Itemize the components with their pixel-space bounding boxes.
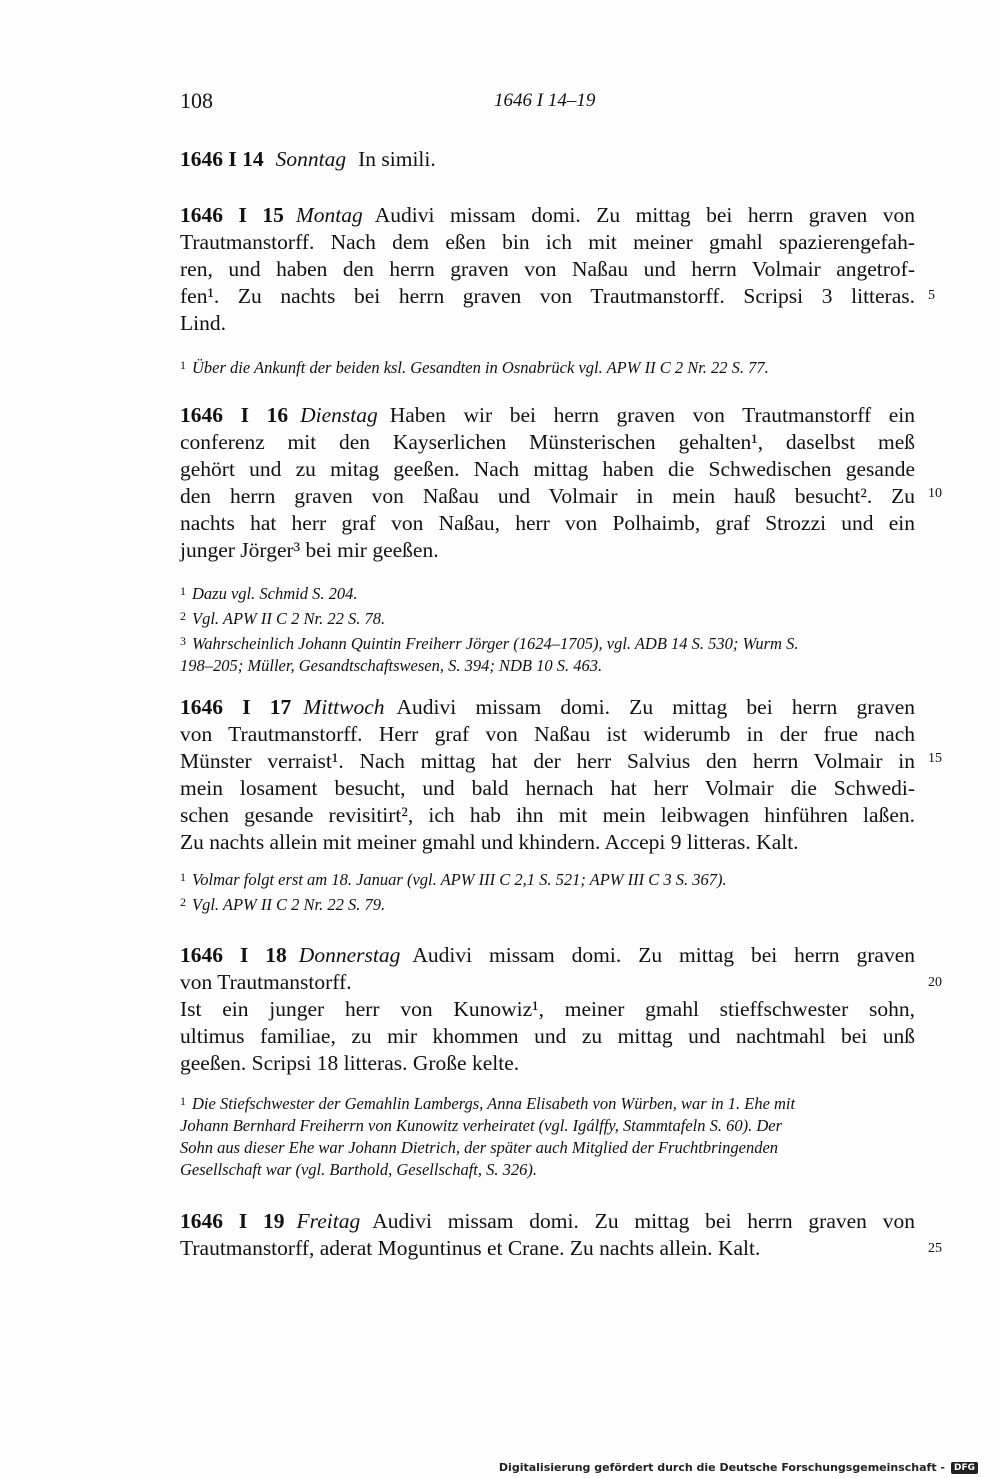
- running-head: 1646 I 14–19: [494, 90, 596, 111]
- entry-line: Trautmanstorff. Nach dem eßen bin ich mit meiner gmahl spazierengefah-: [180, 230, 915, 254]
- entry-line: ultimus familiae, zu mir khommen und zu mittag und nachtmahl bei unß: [180, 1024, 915, 1048]
- footnote: 198–205; Müller, Gesandtschaftswesen, S. 394; NDB 10 S. 463.: [180, 656, 603, 675]
- footnote: $^3$ Wahrscheinlich Johann Quintin Freiherr Jörger (1624–1705), vgl. ADB 14 S. 530; Wurm S.: [180, 634, 799, 653]
- entry-day: Freitag: [296, 1209, 361, 1233]
- footnote: $^1$ Über die Ankunft der beiden ksl. Gesandten in Osnabrück vgl. APW II C 2 Nr. 22 S. 77.: [180, 358, 769, 377]
- entry-line: von Trautmanstorff.: [180, 970, 352, 994]
- footnotes: [180, 1090, 915, 1181]
- footnote: Sohn aus dieser Ehe war Johann Dietrich, der später auch Mitglied der Fruchtbringenden: [180, 1138, 779, 1157]
- diary-entry: [180, 146, 915, 173]
- footnote: Gesellschaft war (vgl. Barthold, Gesellschaft, S. 326).: [180, 1160, 537, 1179]
- entry-line: Münster verraist¹. Nach mittag hat der herr Salvius den herrn Volmair in: [180, 749, 915, 773]
- entry-text: Audivi missam domi. Zu mittag bei herrn graven: [412, 943, 915, 967]
- entry-date: 1646 I 16: [180, 403, 289, 427]
- diary-entry: [180, 694, 915, 856]
- entry-line: [180, 202, 915, 229]
- diary-entry: [180, 1208, 915, 1262]
- entry-line: [180, 146, 915, 173]
- entry-line: geeßen. Scripsi 18 litteras. Große kelte.: [180, 1051, 520, 1075]
- entry-day: Donnerstag: [298, 943, 401, 967]
- footnote: $^1$ Die Stiefschwester der Gemahlin Lambergs, Anna Elisabeth von Würben, war in 1. Ehe mit: [180, 1094, 796, 1113]
- entry-line: Trautmanstorff, aderat Moguntinus et Crane. Zu nachts allein. Kalt.: [180, 1236, 761, 1260]
- entry-date: 1646 I 17: [180, 695, 292, 719]
- diary-entry: [180, 942, 915, 1077]
- digitization-footer: [499, 1461, 978, 1474]
- entry-day: Montag: [295, 203, 363, 227]
- footnote: $^1$ Volmar folgt erst am 18. Januar (vgl. APW III C 2,1 S. 521; APW III C 3 S. 367).: [180, 870, 727, 889]
- entry-date: 1646 I 18: [180, 943, 287, 967]
- diary-entry: [180, 402, 915, 564]
- page-number: 108: [180, 88, 213, 113]
- entry-line: conferenz mit den Kayserlichen Münsterischen gehalten¹, daselbst meß: [180, 430, 915, 454]
- line-number: 5: [928, 288, 935, 303]
- entry-date: 1646 I 14: [180, 147, 264, 171]
- diary-entry: [180, 202, 915, 337]
- entry-line: schen gesande revisitirt², ich hab ihn mit mein leibwagen hinführen laßen.: [180, 803, 915, 827]
- entry-text: Audivi missam domi. Zu mittag bei herrn graven: [396, 695, 915, 719]
- entry-date: 1646 I 15: [180, 203, 284, 227]
- entry-line: [180, 694, 915, 721]
- entry-line: ren, und haben den herrn graven von Naßau und herrn Volmair angetrof-: [180, 257, 915, 281]
- entry-line: fen¹. Zu nachts bei herrn graven von Trautmanstorff. Scripsi 3 litteras.: [180, 284, 915, 308]
- entry-line: junger Jörger³ bei mir geeßen.: [180, 538, 439, 562]
- dfg-logo: DFG: [951, 1462, 978, 1474]
- entry-line: Ist ein junger herr von Kunowiz¹, meiner gmahl stieffschwester sohn,: [180, 997, 915, 1021]
- entry-line: den herrn graven von Naßau und Volmair in mein hauß besucht². Zu: [180, 484, 915, 508]
- entry-line: mein losament besucht, und bald hernach hat herr Volmair die Schwedi-: [180, 776, 915, 800]
- entry-date: 1646 I 19: [180, 1209, 285, 1233]
- entry-line: [180, 1208, 915, 1235]
- footnote: $^2$ Vgl. APW II C 2 Nr. 22 S. 78.: [180, 609, 386, 628]
- line-number: 20: [928, 975, 942, 990]
- entry-text: Haben wir bei herrn graven von Trautmanstorff ein: [389, 403, 915, 427]
- line-number: 10: [928, 486, 942, 501]
- footer-text: Digitalisierung gefördert durch die Deutsche Forschungsgemeinschaft -: [498, 1461, 945, 1474]
- footnote: $^2$ Vgl. APW II C 2 Nr. 22 S. 79.: [180, 895, 386, 914]
- entry-line: nachts hat herr graf von Naßau, herr von Polhaimb, graf Strozzi und ein: [180, 511, 915, 535]
- entry-day: Dienstag: [300, 403, 378, 427]
- entry-line: Lind.: [180, 311, 226, 335]
- footnotes: [180, 580, 915, 677]
- footnote: Johann Bernhard Freiherrn von Kunowitz verheiratet (vgl. Igálffy, Stammtafeln S. 60). Der: [180, 1116, 783, 1135]
- entry-text: Audivi missam domi. Zu mittag bei herrn graven von: [374, 203, 916, 227]
- entry-text: Audivi missam domi. Zu mittag bei herrn graven von: [372, 1209, 915, 1233]
- entry-line: gehört und zu mitag geeßen. Nach mittag haben die Schwedischen gesande: [180, 457, 915, 481]
- entry-day: Sonntag: [275, 147, 347, 171]
- entry-line: von Trautmanstorff. Herr graf von Naßau ist widerumb in der frue nach: [180, 722, 915, 746]
- line-number: 25: [928, 1241, 942, 1256]
- line-number: 15: [928, 751, 942, 766]
- entry-line: [180, 942, 915, 969]
- footnotes: [180, 866, 915, 916]
- entry-text: In simili.: [358, 147, 436, 171]
- footnotes: [180, 354, 915, 379]
- entry-day: Mittwoch: [303, 695, 385, 719]
- footnote: $^1$ Dazu vgl. Schmid S. 204.: [180, 584, 358, 603]
- entry-line: Zu nachts allein mit meiner gmahl und khindern. Accepi 9 litteras. Kalt.: [180, 830, 799, 854]
- entry-line: [180, 402, 915, 429]
